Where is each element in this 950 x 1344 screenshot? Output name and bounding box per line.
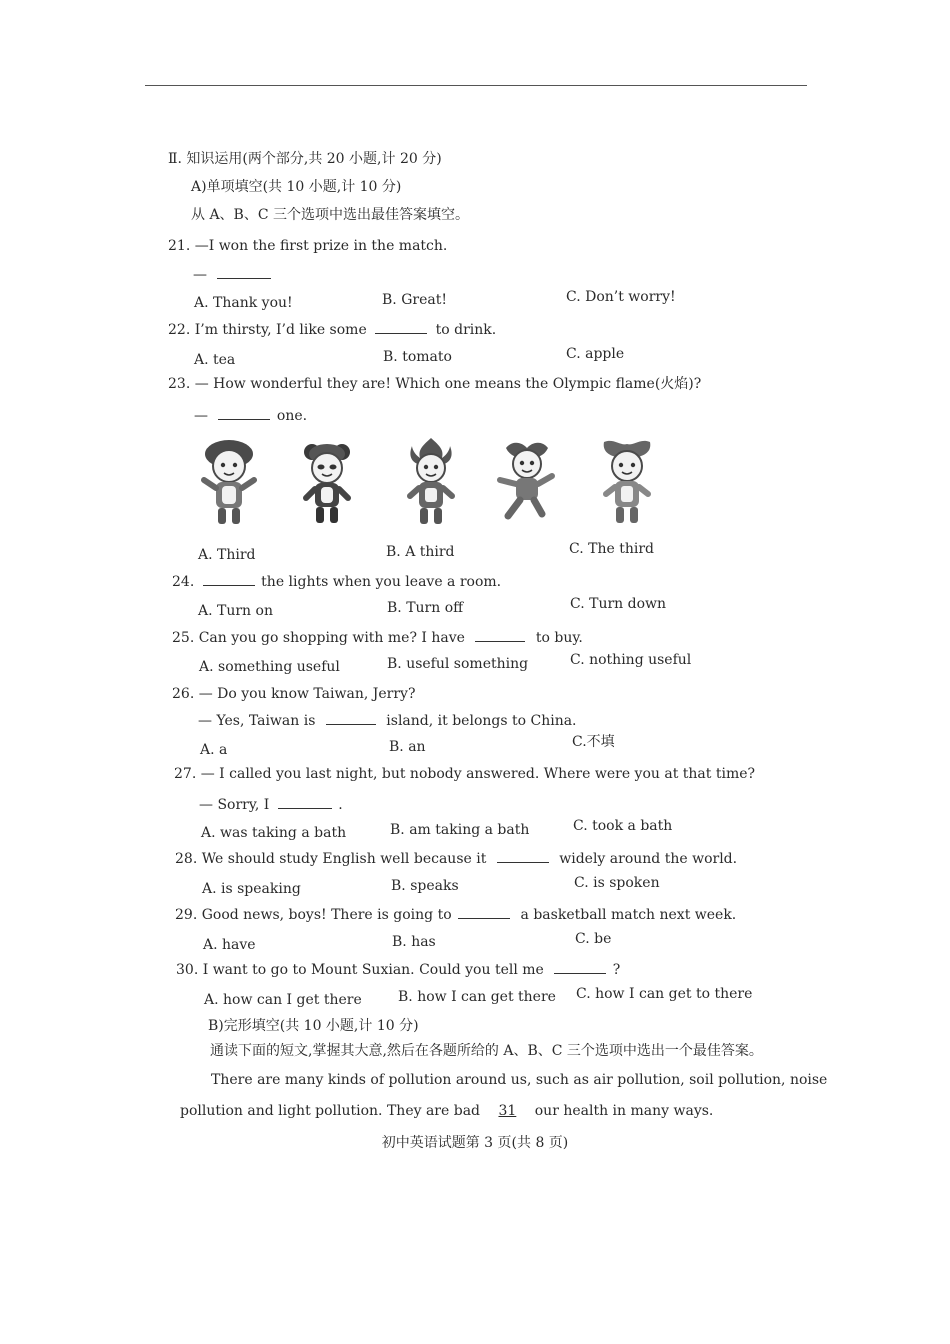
stem-post: to buy. xyxy=(535,630,583,646)
cloze-blank-31: 31 xyxy=(498,1103,517,1119)
mascot-figure-3 xyxy=(398,436,464,528)
question-22-option-b: B. tomato xyxy=(383,349,452,365)
question-26-stem: 26. — Do you know Taiwan, Jerry? xyxy=(172,686,416,702)
question-24-option-a: A. Turn on xyxy=(198,603,273,619)
stem-pre: 29. Good news, boys! There is going to xyxy=(175,907,452,923)
stem-post: the lights when you leave a room. xyxy=(261,574,502,590)
question-28-stem xyxy=(175,850,737,868)
section-title: Ⅱ. 知识运用(两个部分,共 20 小题,计 20 分) xyxy=(168,151,442,167)
mascot-figure-2 xyxy=(294,436,360,528)
question-21-option-b: B. Great! xyxy=(382,292,447,308)
stem-post: widely around the world. xyxy=(559,851,738,867)
mascot-drawing xyxy=(294,436,360,528)
question-30-option-a: A. how can I get there xyxy=(204,992,362,1008)
para-text: pollution and light pollution. They are bad xyxy=(180,1103,481,1119)
answer-blank xyxy=(278,796,332,809)
reply-post: one. xyxy=(276,408,308,424)
reply-pre: — Yes, Taiwan is xyxy=(198,713,316,729)
question-30-stem xyxy=(176,961,620,979)
question-23-option-a: A. Third xyxy=(198,547,256,563)
question-29-option-c: C. be xyxy=(575,931,612,947)
stem-post: a basketball match next week. xyxy=(520,907,737,923)
question-27-reply xyxy=(199,796,343,814)
stem-pre: 22. I’m thirsty, I’d like some xyxy=(168,322,367,338)
question-21-reply xyxy=(193,266,271,284)
question-25-option-a: A. something useful xyxy=(199,659,340,675)
answer-blank xyxy=(475,629,525,642)
question-27-stem: 27. — I called you last night, but nobody answered. Where were you at that time? xyxy=(174,766,756,782)
question-24-option-b: B. Turn off xyxy=(387,600,464,616)
question-21-stem: 21. —I won the first prize in the match. xyxy=(168,238,448,254)
stem-post: to drink. xyxy=(435,322,497,338)
part-a-title: A)单项填空(共 10 小题,计 10 分) xyxy=(191,179,402,195)
part-b-title: B)完形填空(共 10 小题,计 10 分) xyxy=(208,1018,419,1034)
question-30-option-c: C. how I can get to there xyxy=(576,986,753,1002)
header-rule xyxy=(145,85,807,86)
para-text: our health in many ways. xyxy=(534,1103,714,1119)
mascot-figure-1 xyxy=(196,436,262,528)
question-22-option-c: C. apple xyxy=(566,346,625,362)
question-23-reply xyxy=(194,407,307,425)
question-29-option-b: B. has xyxy=(392,934,436,950)
question-26-option-c: C.不填 xyxy=(572,734,615,750)
question-27-option-a: A. was taking a bath xyxy=(201,825,347,841)
question-23-stem: 23. — How wonderful they are! Which one means the Olympic flame(火焰)? xyxy=(168,376,702,392)
answer-blank xyxy=(375,321,427,334)
cloze-paragraph-line-2 xyxy=(180,1102,713,1120)
reply-pre: — Sorry, I xyxy=(199,797,270,813)
answer-blank xyxy=(497,850,549,863)
stem-pre: 24. xyxy=(172,574,195,590)
mascot-figure-4 xyxy=(494,436,560,528)
question-30-option-b: B. how I can get there xyxy=(398,989,556,1005)
mascot-drawing xyxy=(494,436,560,528)
answer-blank xyxy=(217,266,271,279)
part-b-instruction: 通读下面的短文,掌握其大意,然后在各题所给的 A、B、C 三个选项中选出一个最佳答案。 xyxy=(210,1043,763,1059)
reply-post: island, it belongs to China. xyxy=(386,713,577,729)
page-footer: 初中英语试题第 3 页(共 8 页) xyxy=(381,1135,569,1151)
answer-blank xyxy=(554,961,606,974)
reply-dash: — xyxy=(194,408,208,424)
stem-pre: 25. Can you go shopping with me? I have xyxy=(172,630,465,646)
reply-dash: — xyxy=(193,267,207,283)
question-26-option-a: A. a xyxy=(200,742,228,758)
mascot-drawing xyxy=(398,436,464,528)
question-28-option-a: A. is speaking xyxy=(202,881,301,897)
part-a-instruction: 从 A、B、C 三个选项中选出最佳答案填空。 xyxy=(191,207,470,223)
stem-pre: 30. I want to go to Mount Suxian. Could you tell me xyxy=(176,962,544,978)
question-26-option-b: B. an xyxy=(389,739,426,755)
question-25-option-b: B. useful something xyxy=(387,656,529,672)
question-21-option-c: C. Don’t worry! xyxy=(566,289,676,305)
answer-blank xyxy=(458,906,510,919)
mascot-drawing xyxy=(196,436,262,528)
reply-post: . xyxy=(338,797,343,813)
question-22-option-a: A. tea xyxy=(194,352,236,368)
answer-blank xyxy=(326,712,376,725)
question-27-option-c: C. took a bath xyxy=(573,818,673,834)
answer-blank xyxy=(218,407,270,420)
mascot-figure-5 xyxy=(594,436,660,528)
stem-post: ? xyxy=(612,962,621,978)
question-23-option-c: C. The third xyxy=(569,541,654,557)
question-25-option-c: C. nothing useful xyxy=(570,652,692,668)
question-28-option-c: C. is spoken xyxy=(574,875,660,891)
question-27-option-b: B. am taking a bath xyxy=(390,822,530,838)
question-25-stem xyxy=(172,629,583,647)
question-28-option-b: B. speaks xyxy=(391,878,459,894)
answer-blank xyxy=(203,573,255,586)
question-29-option-a: A. have xyxy=(203,937,256,953)
question-22-stem xyxy=(168,321,496,339)
question-23-option-b: B. A third xyxy=(386,544,455,560)
question-21-option-a: A. Thank you! xyxy=(194,295,293,311)
question-29-stem xyxy=(175,906,736,924)
mascot-drawing xyxy=(594,436,660,528)
question-26-reply xyxy=(198,712,577,730)
question-24-option-c: C. Turn down xyxy=(570,596,667,612)
question-24-stem xyxy=(172,573,501,591)
stem-pre: 28. We should study English well because it xyxy=(175,851,487,867)
cloze-paragraph-line-1: There are many kinds of pollution around us, such as air pollution, soil pollution, noise xyxy=(211,1072,828,1088)
